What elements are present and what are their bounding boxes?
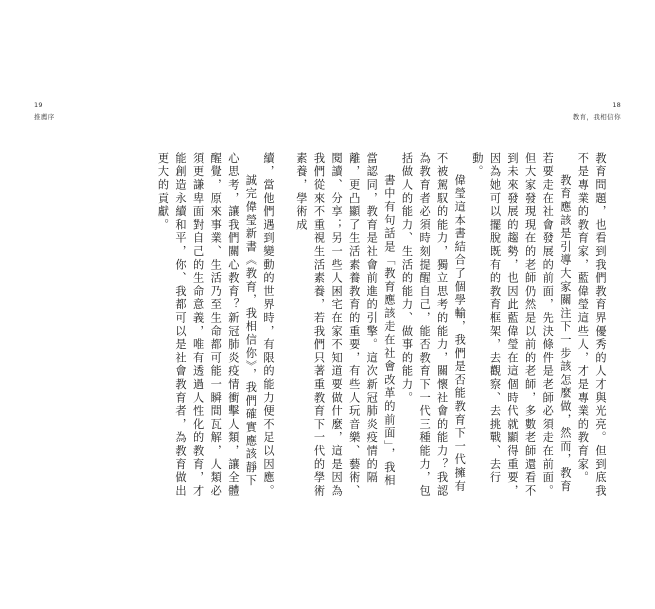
- left-page-number: 19: [34, 101, 43, 109]
- right-paragraph-4: 書中有句話是「教育應該走在社會改革的前面」，我相當認同，教育是社會前進的引擎。這次新冠肺炎疫情的隔離，更凸顯了生活素養教育的重要，有些人玩音樂、藝術、閱讀、分享；另一些人困宅在家不知道要做什麼，這是因為我們從來不重視生活素養，若我們只著重教育下一代的學術素養，學術成: [294, 152, 396, 498]
- right-body-text: [294, 152, 609, 499]
- left-paragraph-1: 續，當他們遇到變動的世界時，有限的能力便不足以因應。: [262, 152, 275, 498]
- left-running-head: 推薦序: [34, 113, 55, 121]
- left-page: [0, 0, 327, 609]
- right-paragraph-1: 教育問題，也看到我們教育界優秀的人才與光亮。但到底我不是專業的教育家，藍偉瑩這些人，才是專業的教育家。: [576, 152, 607, 498]
- left-body-text: [77, 152, 277, 499]
- right-paragraph-3: 偉瑩這本書結合了個學輸，我們是否能教育下一代擁有不被駕馭的能力，獨立思考的能力，關懷社會的能力？我認為教育者必須時刻提醒自己，能否教育下一代三種能力，包括做人的能力、生活的能力、做事的能力。: [400, 152, 467, 498]
- right-paragraph-2: 教育應該是引導大家關注下一步該怎麼做，然而，教育若要走在社會發展的前面，先決條件是老師必須走在前面。但大家發現現在的老師仍然是以前的老師，多數老師還看不到未來發展的趨勢，也因此藍偉瑩在這個時代就顯得重要，因為她可以擺脫既有的教育框架，去觀察、去挑戰、去行動。: [470, 152, 572, 498]
- right-page-number: 18: [612, 101, 621, 109]
- right-page: [294, 0, 655, 609]
- left-paragraph-2: 誠完偉瑩新書《教育，我相信你》，我們確實應該靜下心思考，讓我們關心教育？新冠肺炎疫情衝擊人類，讓全體醒覺，原來事業、生活乃至生命都可能一瞬間瓦解，人類必須更謙卑面對自己的生命意義，唯有透過人性化的教育，才能創造永續和平，你、我都可以是社會教育者，為教育做出更大的貢獻。: [156, 152, 258, 498]
- right-running-head: 教育，我相信你: [572, 113, 621, 121]
